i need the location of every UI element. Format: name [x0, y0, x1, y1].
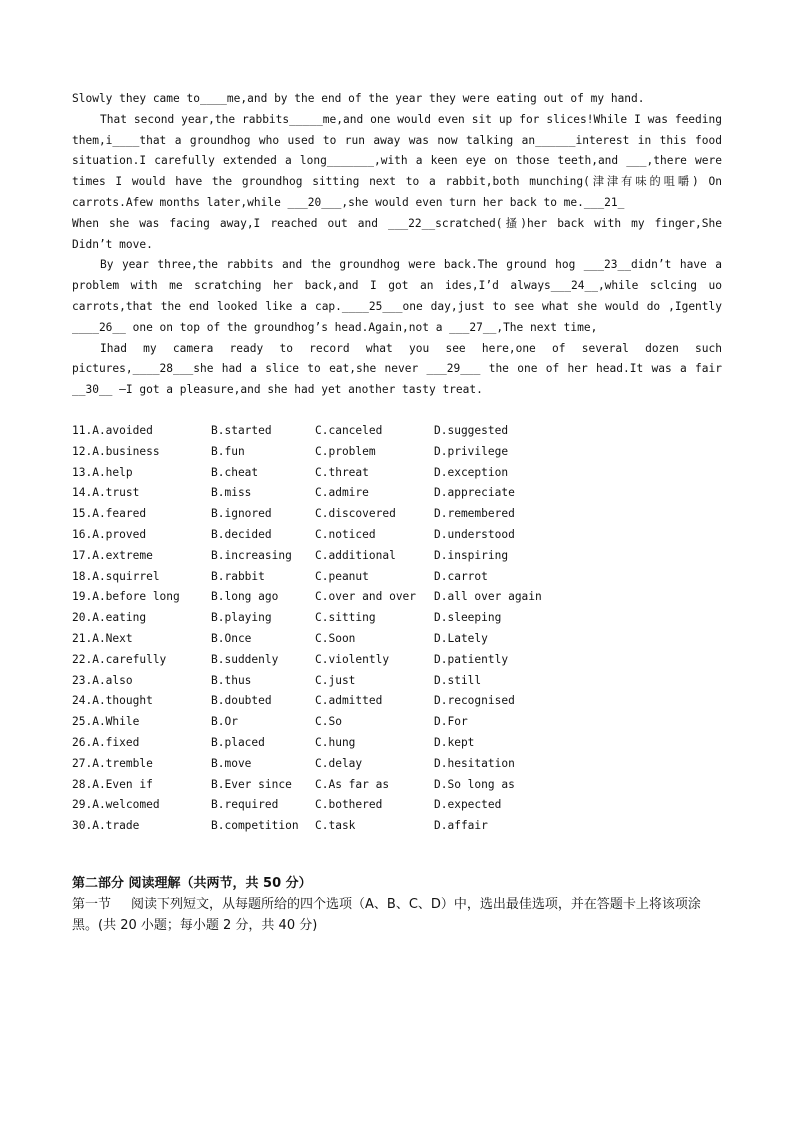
option-b: B.miss: [211, 486, 252, 500]
question-row: [72, 525, 722, 546]
question-row: [72, 629, 722, 650]
option-a: 11.A.avoided: [72, 424, 153, 437]
option-b: B.doubted: [211, 694, 272, 708]
option-a: 18.A.squirrel: [72, 569, 160, 583]
option-c: C.peanut: [315, 569, 369, 583]
option-d: D.carrot: [434, 569, 488, 583]
option-a: 21.A.Next: [72, 631, 133, 645]
option-a: 22.A.carefully: [72, 652, 167, 666]
option-a: 15.A.feared: [72, 507, 147, 521]
option-d: D.Lately: [434, 631, 488, 645]
option-b: B.started: [211, 424, 272, 437]
question-row: [72, 691, 722, 712]
option-d: D.hesitation: [434, 756, 515, 770]
option-c: C.discovered: [315, 507, 396, 521]
option-a: 13.A.help: [72, 465, 133, 479]
question-row: [72, 650, 722, 671]
question-row: [72, 587, 722, 608]
option-b: B.Ever since: [211, 777, 292, 791]
section-title: 第二部分 阅读理解（共两节，共 50 分）: [72, 876, 312, 891]
question-row: [72, 712, 722, 733]
option-c: C.sitting: [315, 611, 376, 625]
option-d: D.appreciate: [434, 486, 515, 500]
question-row: [72, 775, 722, 796]
option-d: D.all over again: [434, 590, 542, 604]
question-row: [72, 504, 722, 525]
question-row: [72, 754, 722, 775]
question-row: [72, 733, 722, 754]
option-c: C.threat: [315, 465, 369, 479]
section-instruction-text: 阅读下列短文，从每题所给的四个选项（A、B、C、D）中，选出最佳选项，并在答题卡上将该项涂黑。(共 20 小题；每小题 2 分，共 40 分): [72, 897, 701, 933]
option-c: C.noticed: [315, 527, 376, 541]
option-d: D.inspiring: [434, 548, 509, 562]
question-row: [72, 795, 722, 816]
option-b: B.decided: [211, 527, 272, 541]
option-b: B.thus: [211, 673, 252, 687]
option-a: 16.A.proved: [72, 527, 147, 541]
option-b: B.move: [211, 756, 252, 770]
option-d: D.suggested: [434, 424, 509, 437]
option-b: B.required: [211, 798, 279, 812]
option-c: C.So: [315, 715, 342, 729]
option-c: C.canceled: [315, 424, 383, 437]
option-c: C.bothered: [315, 798, 383, 812]
option-d: D.privilege: [434, 444, 509, 458]
cloze-passage: [72, 89, 722, 401]
option-c: C.over and over: [315, 590, 417, 604]
option-a: 17.A.extreme: [72, 548, 153, 562]
option-a: 20.A.eating: [72, 611, 147, 625]
question-row: [72, 567, 722, 588]
option-c: C.violently: [315, 652, 390, 666]
option-c: C.additional: [315, 548, 396, 562]
option-b: B.increasing: [211, 548, 292, 562]
option-d: D.still: [434, 673, 482, 687]
option-b: B.Once: [211, 631, 252, 645]
option-b: B.rabbit: [211, 569, 265, 583]
option-c: C.task: [315, 819, 356, 833]
option-d: D.understood: [434, 527, 515, 541]
option-a: 12.A.business: [72, 444, 160, 458]
option-b: B.Or: [211, 715, 238, 729]
option-d: D.For: [434, 715, 468, 729]
question-row: [72, 546, 722, 567]
option-d: D.patiently: [434, 652, 509, 666]
passage-paragraph-2: That second year,the rabbits_____me,and one would even sit up for slices!While I was feeding them,i____that a groundhog who used to run away was now talking an______interest in this food situation.I carefully extended a long_______,with a keen eye on those teeth,and ___,there were times I would have the groundhog sitting next to a rabbit,both munching(津津有味的咀嚼) On carrots.Afew months later,while ___20___,she would even turn her back to me.___21_: [72, 112, 722, 209]
option-a: 30.A.trade: [72, 819, 140, 833]
section-instruction-block: [72, 894, 724, 936]
option-d: D.affair: [434, 819, 488, 833]
question-row: [72, 421, 722, 442]
answer-options-list: [72, 421, 722, 837]
option-a: 28.A.Even if: [72, 777, 153, 791]
option-a: 24.A.thought: [72, 694, 153, 708]
option-d: D.kept: [434, 735, 475, 749]
option-d: D.So long as: [434, 777, 515, 791]
question-row: [72, 816, 722, 837]
option-c: C.admire: [315, 486, 369, 500]
option-d: D.expected: [434, 798, 502, 812]
option-c: C.just: [315, 673, 356, 687]
question-row: [72, 463, 722, 484]
option-a: 19.A.before long: [72, 590, 180, 604]
option-d: D.exception: [434, 465, 509, 479]
question-row: [72, 671, 722, 692]
option-b: B.playing: [211, 611, 272, 625]
option-c: C.admitted: [315, 694, 383, 708]
option-a: 25.A.While: [72, 715, 140, 729]
option-d: D.recognised: [434, 694, 515, 708]
option-b: B.long ago: [211, 590, 279, 604]
option-a: 23.A.also: [72, 673, 133, 687]
question-row: [72, 442, 722, 463]
option-c: C.hung: [315, 735, 356, 749]
option-b: B.cheat: [211, 465, 259, 479]
question-row: [72, 483, 722, 504]
option-c: C.As far as: [315, 777, 390, 791]
option-b: B.placed: [211, 735, 265, 749]
reading-section-header: [72, 873, 724, 936]
option-a: 27.A.tremble: [72, 756, 153, 770]
question-row: [72, 608, 722, 629]
passage-paragraph-3: When she was facing away,I reached out and ___22__scratched(搔)her back with my finger,She Didn’t move.: [72, 216, 722, 251]
option-c: C.Soon: [315, 631, 356, 645]
option-d: D.sleeping: [434, 611, 502, 625]
option-b: B.suddenly: [211, 652, 279, 666]
option-a: 29.A.welcomed: [72, 798, 160, 812]
passage-paragraph-5: Ihad my camera ready to record what you see here,one of several dozen such pictures,____28___she had a slice to eat,she never ___29___ the one of her head.It was a fair __30__ —I got a pleasure,and she had yet another tasty treat.: [72, 341, 722, 397]
option-b: B.competition: [211, 819, 299, 833]
option-c: C.problem: [315, 444, 376, 458]
section-instruction-label: 第一节: [72, 897, 112, 912]
option-a: 26.A.fixed: [72, 735, 140, 749]
option-c: C.delay: [315, 756, 363, 770]
option-b: B.ignored: [211, 507, 272, 521]
passage-paragraph-1: Slowly they came to____me,and by the end of the year they were eating out of my hand.: [72, 92, 645, 105]
option-d: D.remembered: [434, 507, 515, 521]
option-a: 14.A.trust: [72, 486, 140, 500]
passage-paragraph-4: By year three,the rabbits and the groundhog were back.The ground hog ___23__didn’t have a problem with me scratching her back,and I got an ides,I’d always___24__,while sclcing uo carrots,that the end looked like a cap.____25___one day,just to see what she would do ,Igently ____26__ one on top of the groundhog’s head.Again,not a ___27__,The next time,: [72, 258, 722, 334]
option-b: B.fun: [211, 444, 245, 458]
